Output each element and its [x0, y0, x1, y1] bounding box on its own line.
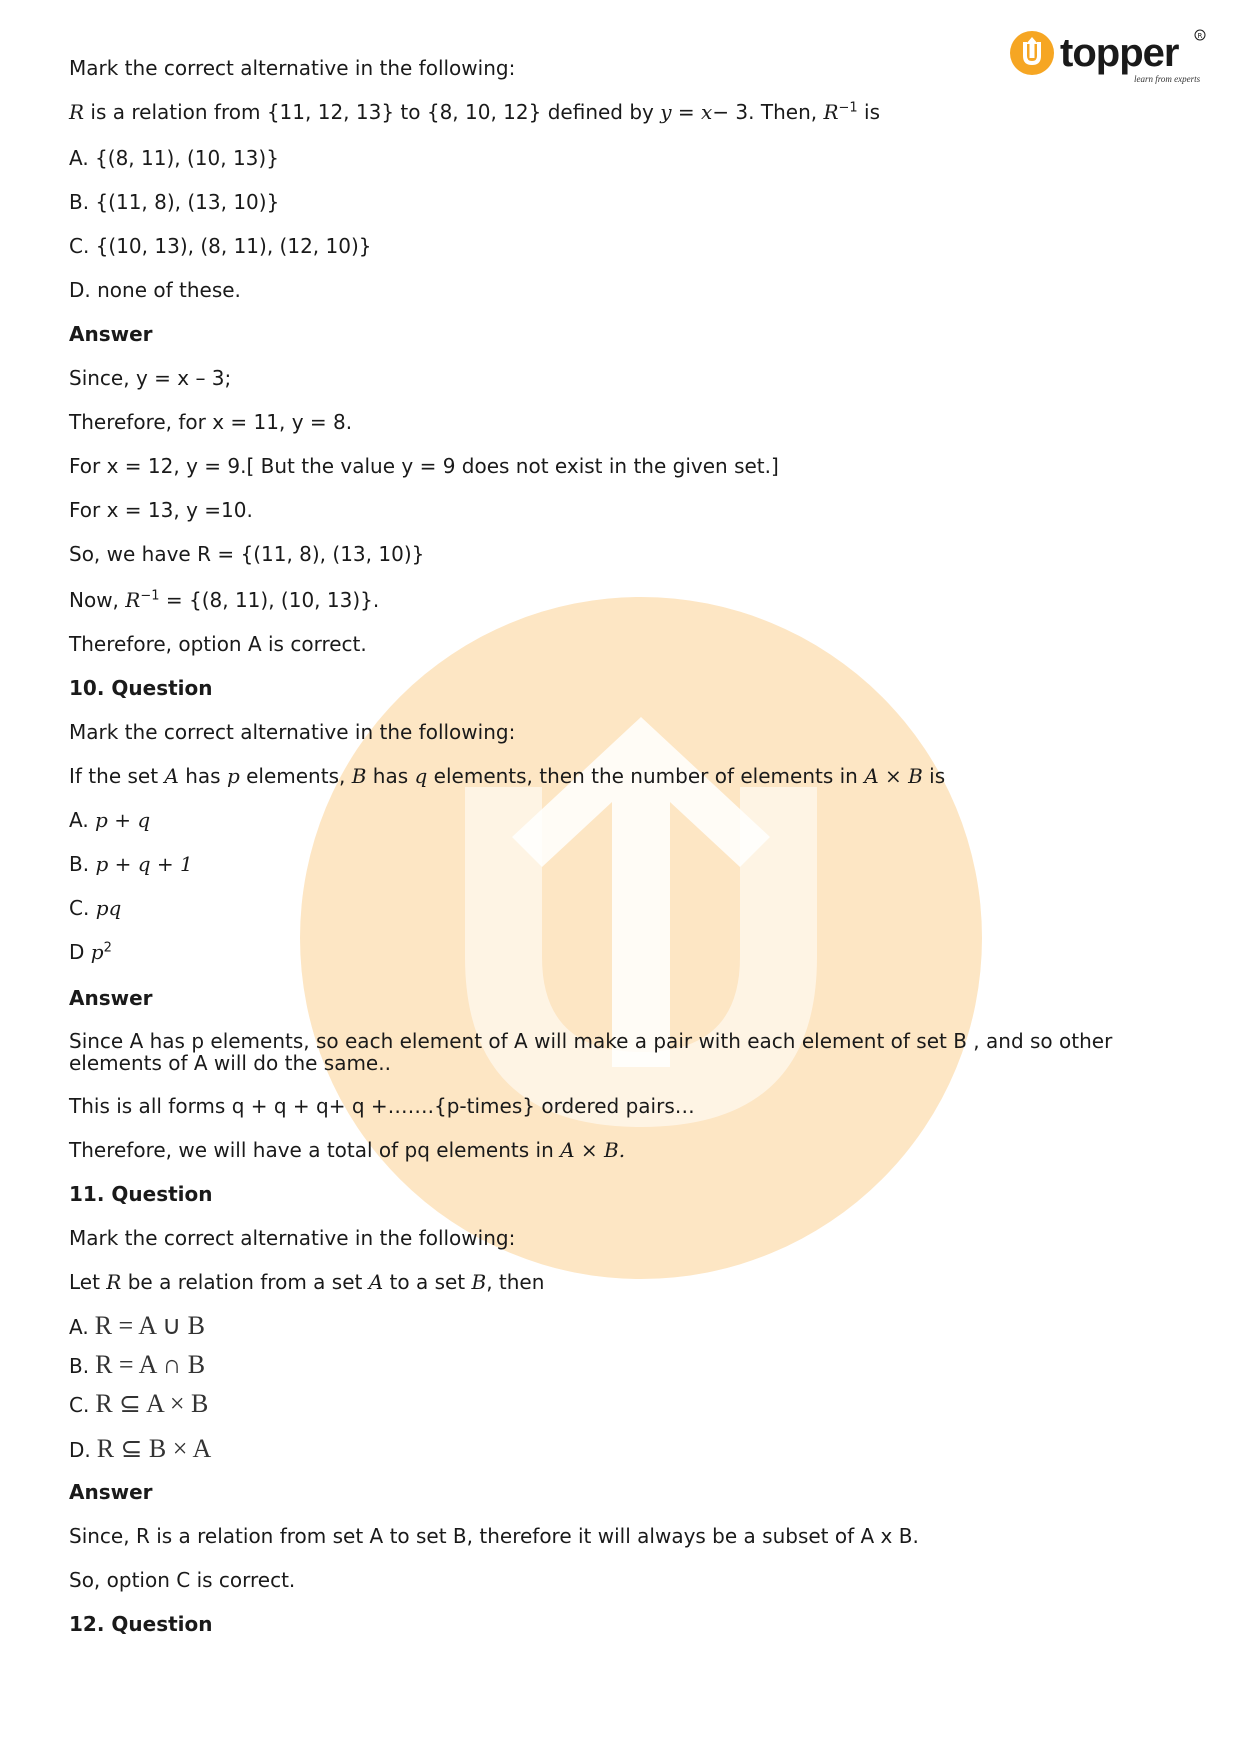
- q9-solution-line: Now, $R^{-1} = \{(8$, 11), (10, 13)}.: [69, 588, 380, 612]
- q11-option-a: A. R = A ∪ B: [69, 1311, 205, 1340]
- q11-answer-heading: Answer: [69, 1480, 153, 1504]
- q10-solution-line: This is all forms q + q + q+ q +…….{p-times} ordered pairs…: [69, 1094, 695, 1118]
- q9-option-a: A. {(8, 11), (10, 13)}: [69, 146, 279, 170]
- q9-prompt: Mark the correct alternative in the following:: [69, 56, 516, 80]
- logo-tagline: learn from experts: [1134, 74, 1201, 84]
- q11-option-b: B. R = A ∩ B: [69, 1350, 206, 1379]
- q9-solution-line: Therefore, option A is correct.: [69, 632, 367, 656]
- q10-solution-line: Since A has p elements, so each element of A will make a pair with each element of set B , and so other elements of A will do the same..: [69, 1029, 1119, 1075]
- q11-heading: 11. Question: [69, 1182, 213, 1206]
- q9-solution-line: So, we have R = {(11, 8), (13, 10)}: [69, 542, 425, 566]
- q9-stem: R is a relation from {11, 12, 13} to {8, 10, 12} defined by y = x− 3. Then, $R^{-1}$ is: [69, 100, 881, 124]
- q9-option-c: C. {(10, 13), (8, 11), (12, 10)}: [69, 234, 372, 258]
- topper-logo-graphic: [1010, 26, 1210, 88]
- q10-solution-line: Therefore, we will have a total of pq elements in A × B.: [69, 1138, 626, 1162]
- document-content: [69, 56, 1179, 1656]
- q10-option-d: D $p^2$: [69, 940, 112, 964]
- topper-logo: [1010, 26, 1210, 88]
- q10-stem: If the set A has p elements, B has q elements, then the number of elements in A × B is: [69, 764, 946, 788]
- q10-option-c: C. pq: [69, 896, 122, 920]
- q10-prompt: Mark the correct alternative in the following:: [69, 720, 516, 744]
- q11-solution-line: So, option C is correct.: [69, 1568, 296, 1592]
- q11-option-d: D. R ⊆ B × A: [69, 1434, 212, 1463]
- q11-solution-line: Since, R is a relation from set A to set B, therefore it will always be a subset of A x B.: [69, 1524, 919, 1548]
- q11-stem: Let R be a relation from a set A to a set B, then: [69, 1270, 545, 1294]
- q10-answer-heading: Answer: [69, 986, 153, 1010]
- q9-solution-line: For x = 12, y = 9.[ But the value y = 9 does not exist in the given set.]: [69, 454, 779, 478]
- q9-solution-line: Since, y = x – 3;: [69, 366, 232, 390]
- q10-heading: 10. Question: [69, 676, 213, 700]
- q10-option-b: B. p + q + 1: [69, 852, 193, 876]
- q9-answer-heading: Answer: [69, 322, 153, 346]
- q11-prompt: Mark the correct alternative in the following:: [69, 1226, 516, 1250]
- q9-option-b: B. {(11, 8), (13, 10)}: [69, 190, 280, 214]
- q9-option-d: D. none of these.: [69, 278, 241, 302]
- q12-heading: 12. Question: [69, 1612, 213, 1636]
- svg-text:R: R: [1197, 32, 1203, 40]
- q10-option-a: A. p + q: [69, 808, 151, 832]
- logo-wordmark: topper: [1060, 31, 1179, 75]
- q9-solution-line: Therefore, for x = 11, y = 8.: [69, 410, 353, 434]
- q9-solution-line: For x = 13, y =10.: [69, 498, 253, 522]
- q11-option-c: C. R ⊆ A × B: [69, 1389, 209, 1418]
